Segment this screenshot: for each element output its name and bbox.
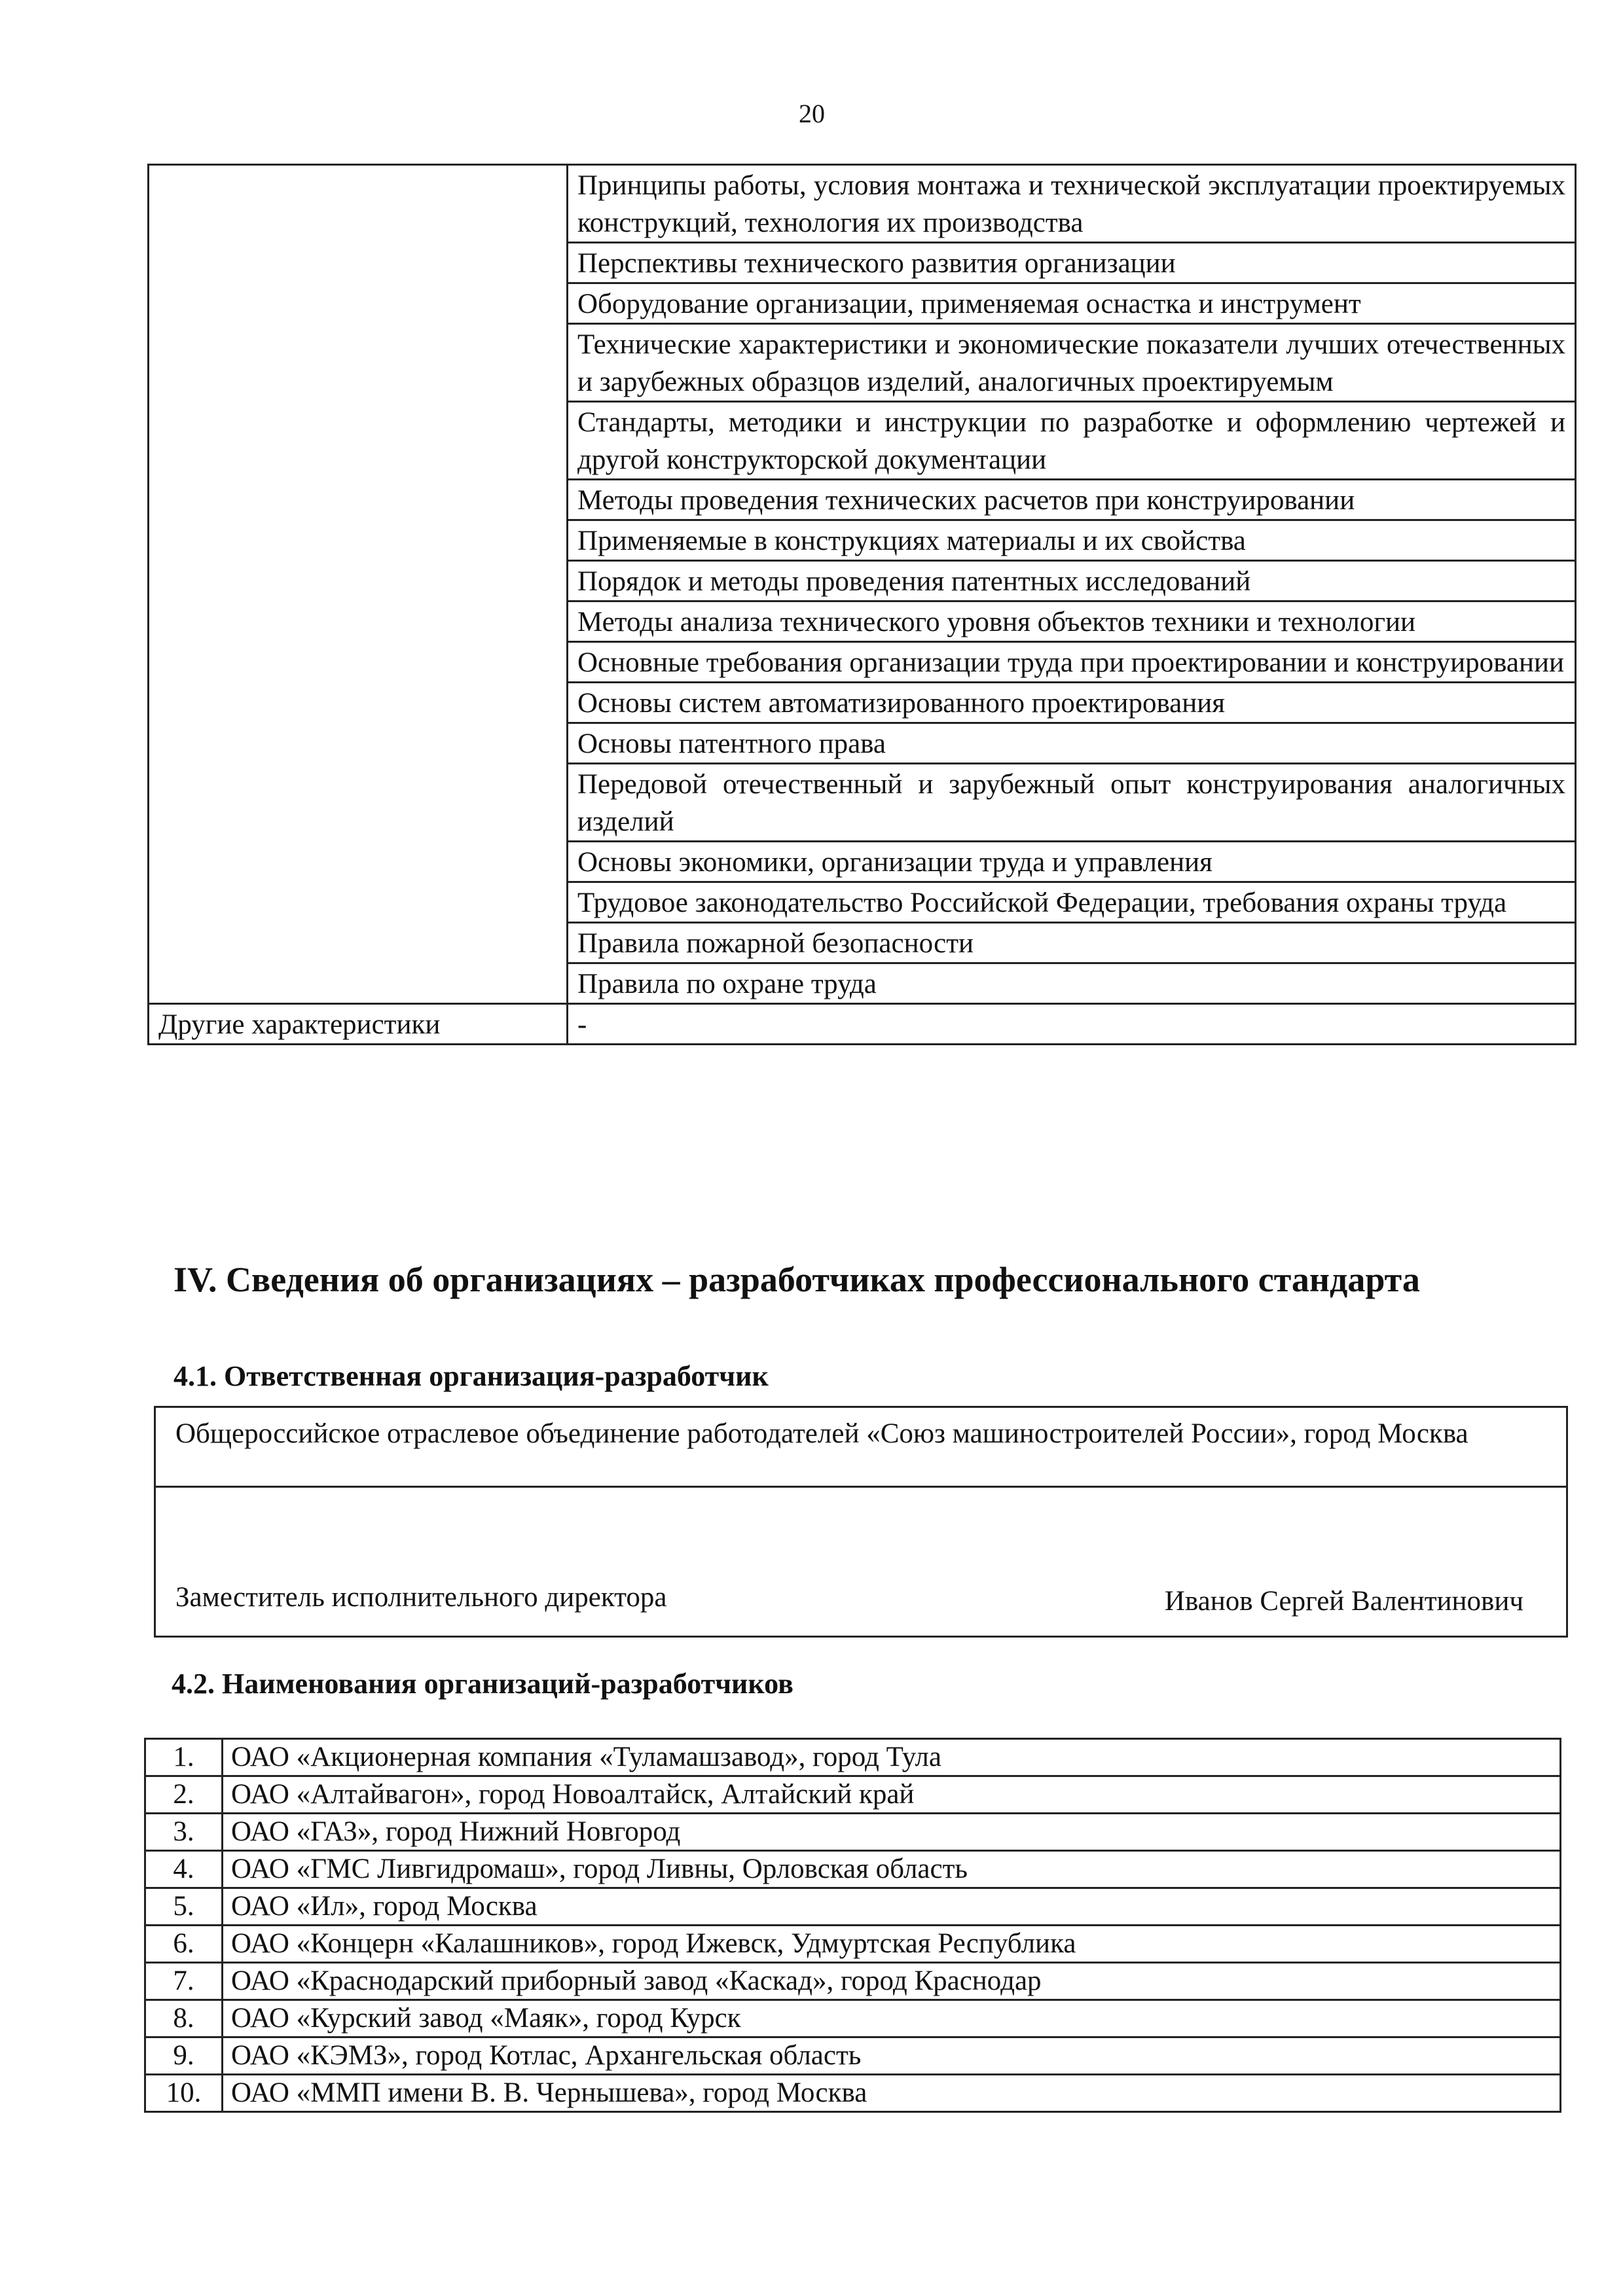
knowledge-item: Правила по охране труда bbox=[568, 963, 1576, 1004]
signer-position: Заместитель исполнительного директора bbox=[175, 1582, 667, 1613]
developers-table bbox=[144, 1738, 1561, 2113]
knowledge-item: Оборудование организации, применяемая оснастка и инструмент bbox=[568, 283, 1576, 324]
knowledge-item: Стандарты, методики и инструкции по разработке и оформлению чертежей и другой конструкторской документации bbox=[568, 402, 1576, 480]
signature-row bbox=[156, 1488, 1566, 1636]
developer-number: 4. bbox=[145, 1851, 223, 1888]
knowledge-item: Методы проведения технических расчетов при конструировании bbox=[568, 480, 1576, 520]
developer-number: 9. bbox=[145, 2037, 223, 2075]
signer-name: Иванов Сергей Валентинович bbox=[1164, 1586, 1523, 1617]
knowledge-item: Основы экономики, организации труда и управления bbox=[568, 842, 1576, 882]
developer-number: 8. bbox=[145, 2000, 223, 2037]
knowledge-row bbox=[149, 165, 1576, 243]
developer-number: 5. bbox=[145, 1888, 223, 1926]
developer-row bbox=[145, 1851, 1561, 1888]
knowledge-item: Основы систем автоматизированного проектирования bbox=[568, 683, 1576, 723]
developer-row bbox=[145, 1776, 1561, 1814]
developers-heading: 4.2. Наименования организаций-разработчиков bbox=[172, 1668, 793, 1700]
developer-number: 6. bbox=[145, 1926, 223, 1963]
developer-row bbox=[145, 2075, 1561, 2112]
knowledge-item: Передовой отечественный и зарубежный опыт конструирования аналогичных изделий bbox=[568, 764, 1576, 842]
developer-number: 1. bbox=[145, 1739, 223, 1776]
knowledge-item: Перспективы технического развития организации bbox=[568, 243, 1576, 283]
knowledge-label-cell bbox=[149, 165, 568, 1004]
knowledge-item: Методы анализа технического уровня объектов техники и технологии bbox=[568, 601, 1576, 642]
developer-name: ОАО «Алтайвагон», город Новоалтайск, Алтайский край bbox=[223, 1776, 1561, 1814]
other-characteristics-value: - bbox=[568, 1004, 1576, 1045]
developer-number: 3. bbox=[145, 1814, 223, 1851]
knowledge-item: Основы патентного права bbox=[568, 723, 1576, 764]
responsible-org-heading: 4.1. Ответственная организация-разработчик bbox=[173, 1360, 769, 1392]
knowledge-item: Правила пожарной безопасности bbox=[568, 923, 1576, 963]
knowledge-item: Порядок и методы проведения патентных исследований bbox=[568, 561, 1576, 601]
knowledge-item: Технические характеристики и экономические показатели лучших отечественных и зарубежных образцов изделий, аналогичных проектируемым bbox=[568, 324, 1576, 402]
developer-row bbox=[145, 2000, 1561, 2037]
developer-name: ОАО «Ил», город Москва bbox=[223, 1888, 1561, 1926]
developer-row bbox=[145, 1963, 1561, 2000]
knowledge-item: Основные требования организации труда при проектировании и конструировании bbox=[568, 642, 1576, 683]
developer-number: 10. bbox=[145, 2075, 223, 2112]
developer-name: ОАО «Концерн «Калашников», город Ижевск, Удмуртская Республика bbox=[223, 1926, 1561, 1963]
other-characteristics-row bbox=[149, 1004, 1576, 1045]
section-title: IV. Сведения об организациях – разработчиках профессионального стандарта bbox=[173, 1260, 1420, 1299]
knowledge-table bbox=[147, 164, 1577, 1045]
developer-name: ОАО «Краснодарский приборный завод «Каскад», город Краснодар bbox=[223, 1963, 1561, 2000]
knowledge-item: Принципы работы, условия монтажа и технической эксплуатации проектируемых конструкций, технология их производства bbox=[568, 165, 1576, 243]
developer-number: 7. bbox=[145, 1963, 223, 2000]
developer-name: ОАО «КЭМЗ», город Котлас, Архангельская область bbox=[223, 2037, 1561, 2075]
responsible-org-name: Общероссийское отраслевое объединение работодателей «Союз машиностроителей России», город Москва bbox=[156, 1408, 1566, 1488]
developer-row bbox=[145, 2037, 1561, 2075]
developer-name: ОАО «ГМС Ливгидромаш», город Ливны, Орловская область bbox=[223, 1851, 1561, 1888]
developer-number: 2. bbox=[145, 1776, 223, 1814]
developer-name: ОАО «Акционерная компания «Туламашзавод», город Тула bbox=[223, 1739, 1561, 1776]
developer-name: ОАО «Курский завод «Маяк», город Курск bbox=[223, 2000, 1561, 2037]
knowledge-item: Трудовое законодательство Российской Федерации, требования охраны труда bbox=[568, 882, 1576, 923]
other-characteristics-label: Другие характеристики bbox=[149, 1004, 568, 1045]
knowledge-item: Применяемые в конструкциях материалы и их свойства bbox=[568, 520, 1576, 561]
developer-row bbox=[145, 1926, 1561, 1963]
page-number: 20 bbox=[799, 99, 825, 128]
developer-row bbox=[145, 1814, 1561, 1851]
developer-name: ОАО «ММП имени В. В. Чернышева», город Москва bbox=[223, 2075, 1561, 2112]
responsible-org-box bbox=[154, 1406, 1568, 1638]
developer-row bbox=[145, 1888, 1561, 1926]
developer-name: ОАО «ГАЗ», город Нижний Новгород bbox=[223, 1814, 1561, 1851]
developer-row bbox=[145, 1739, 1561, 1776]
